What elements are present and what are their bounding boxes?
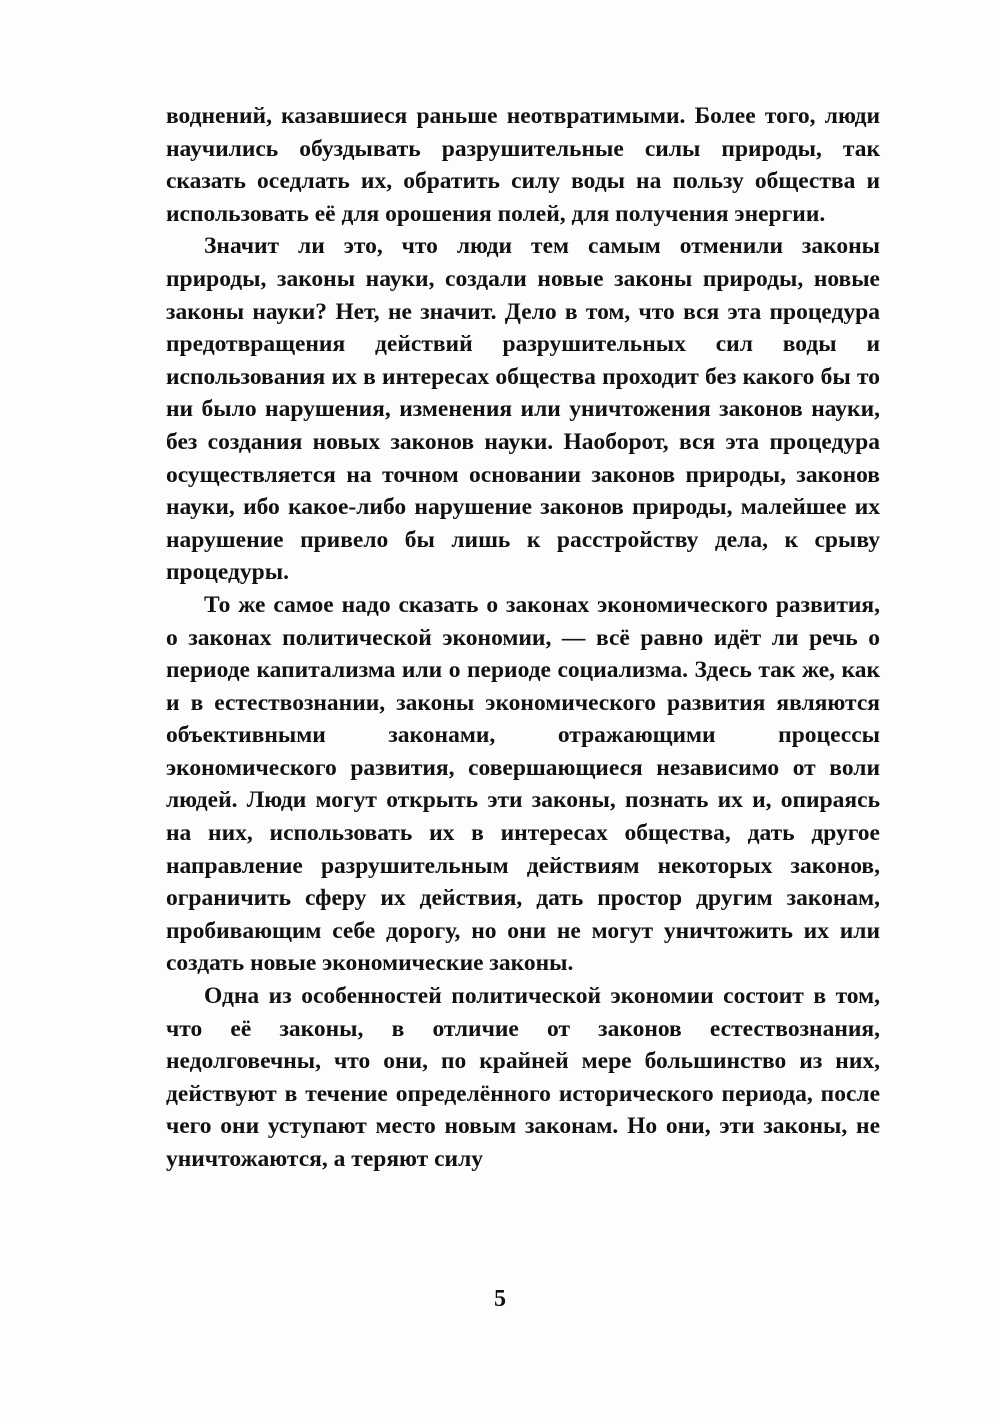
- paragraph-3: То же самое надо сказать о законах экономического развития, о законах политической экономии, — всё равно идёт ли речь о периоде капитализма или о периоде социализма. Здесь так же, как и в естествознании, законы экономического развития являются объективными законами, отражающими процессы экономического развития, совершающиеся независимо от воли людей. Люди могут открыть эти законы, познать их и, опираясь на них, использовать их в интересах общества, дать другое направление разрушительным действиям некоторых законов, ограничить сферу их действия, дать простор другим законам, пробивающим себе дорогу, но они не могут уничтожить их или создать новые экономические законы.: [166, 591, 880, 977]
- paragraph-1: воднений, казавшиеся раньше неотвратимыми. Более того, люди научились обуздывать разрушительные силы природы, так сказать оседлать их, обратить силу воды на пользу общества и использовать её для орошения полей, для получения энергии.: [166, 103, 880, 227]
- page-number: 5: [494, 1286, 506, 1312]
- body-text: [166, 100, 880, 1176]
- paragraph-2: Значит ли это, что люди тем самым отменили законы природы, законы науки, создали новые законы природы, новые законы науки? Нет, не значит. Дело в том, что вся эта процедура предотвращения действий разрушительных сил воды и использования их в интересах общества проходит без какого бы то ни было нарушения, изменения или уничтожения законов науки, без создания новых законов науки. Наоборот, вся эта процедура осуществляется на точном основании законов природы, законов науки, ибо какое-либо нарушение законов природы, малейшее их нарушение привело бы лишь к расстройству дела, к срыву процедуры.: [166, 233, 880, 586]
- paragraph-4: Одна из особенностей политической экономии состоит в том, что её законы, в отличие от законов естествознания, недолговечны, что они, по крайней мере большинство из них, действуют в течение определённого исторического периода, после чего они уступают место новым законам. Но они, эти законы, не уничтожаются, а теряют силу: [166, 983, 880, 1172]
